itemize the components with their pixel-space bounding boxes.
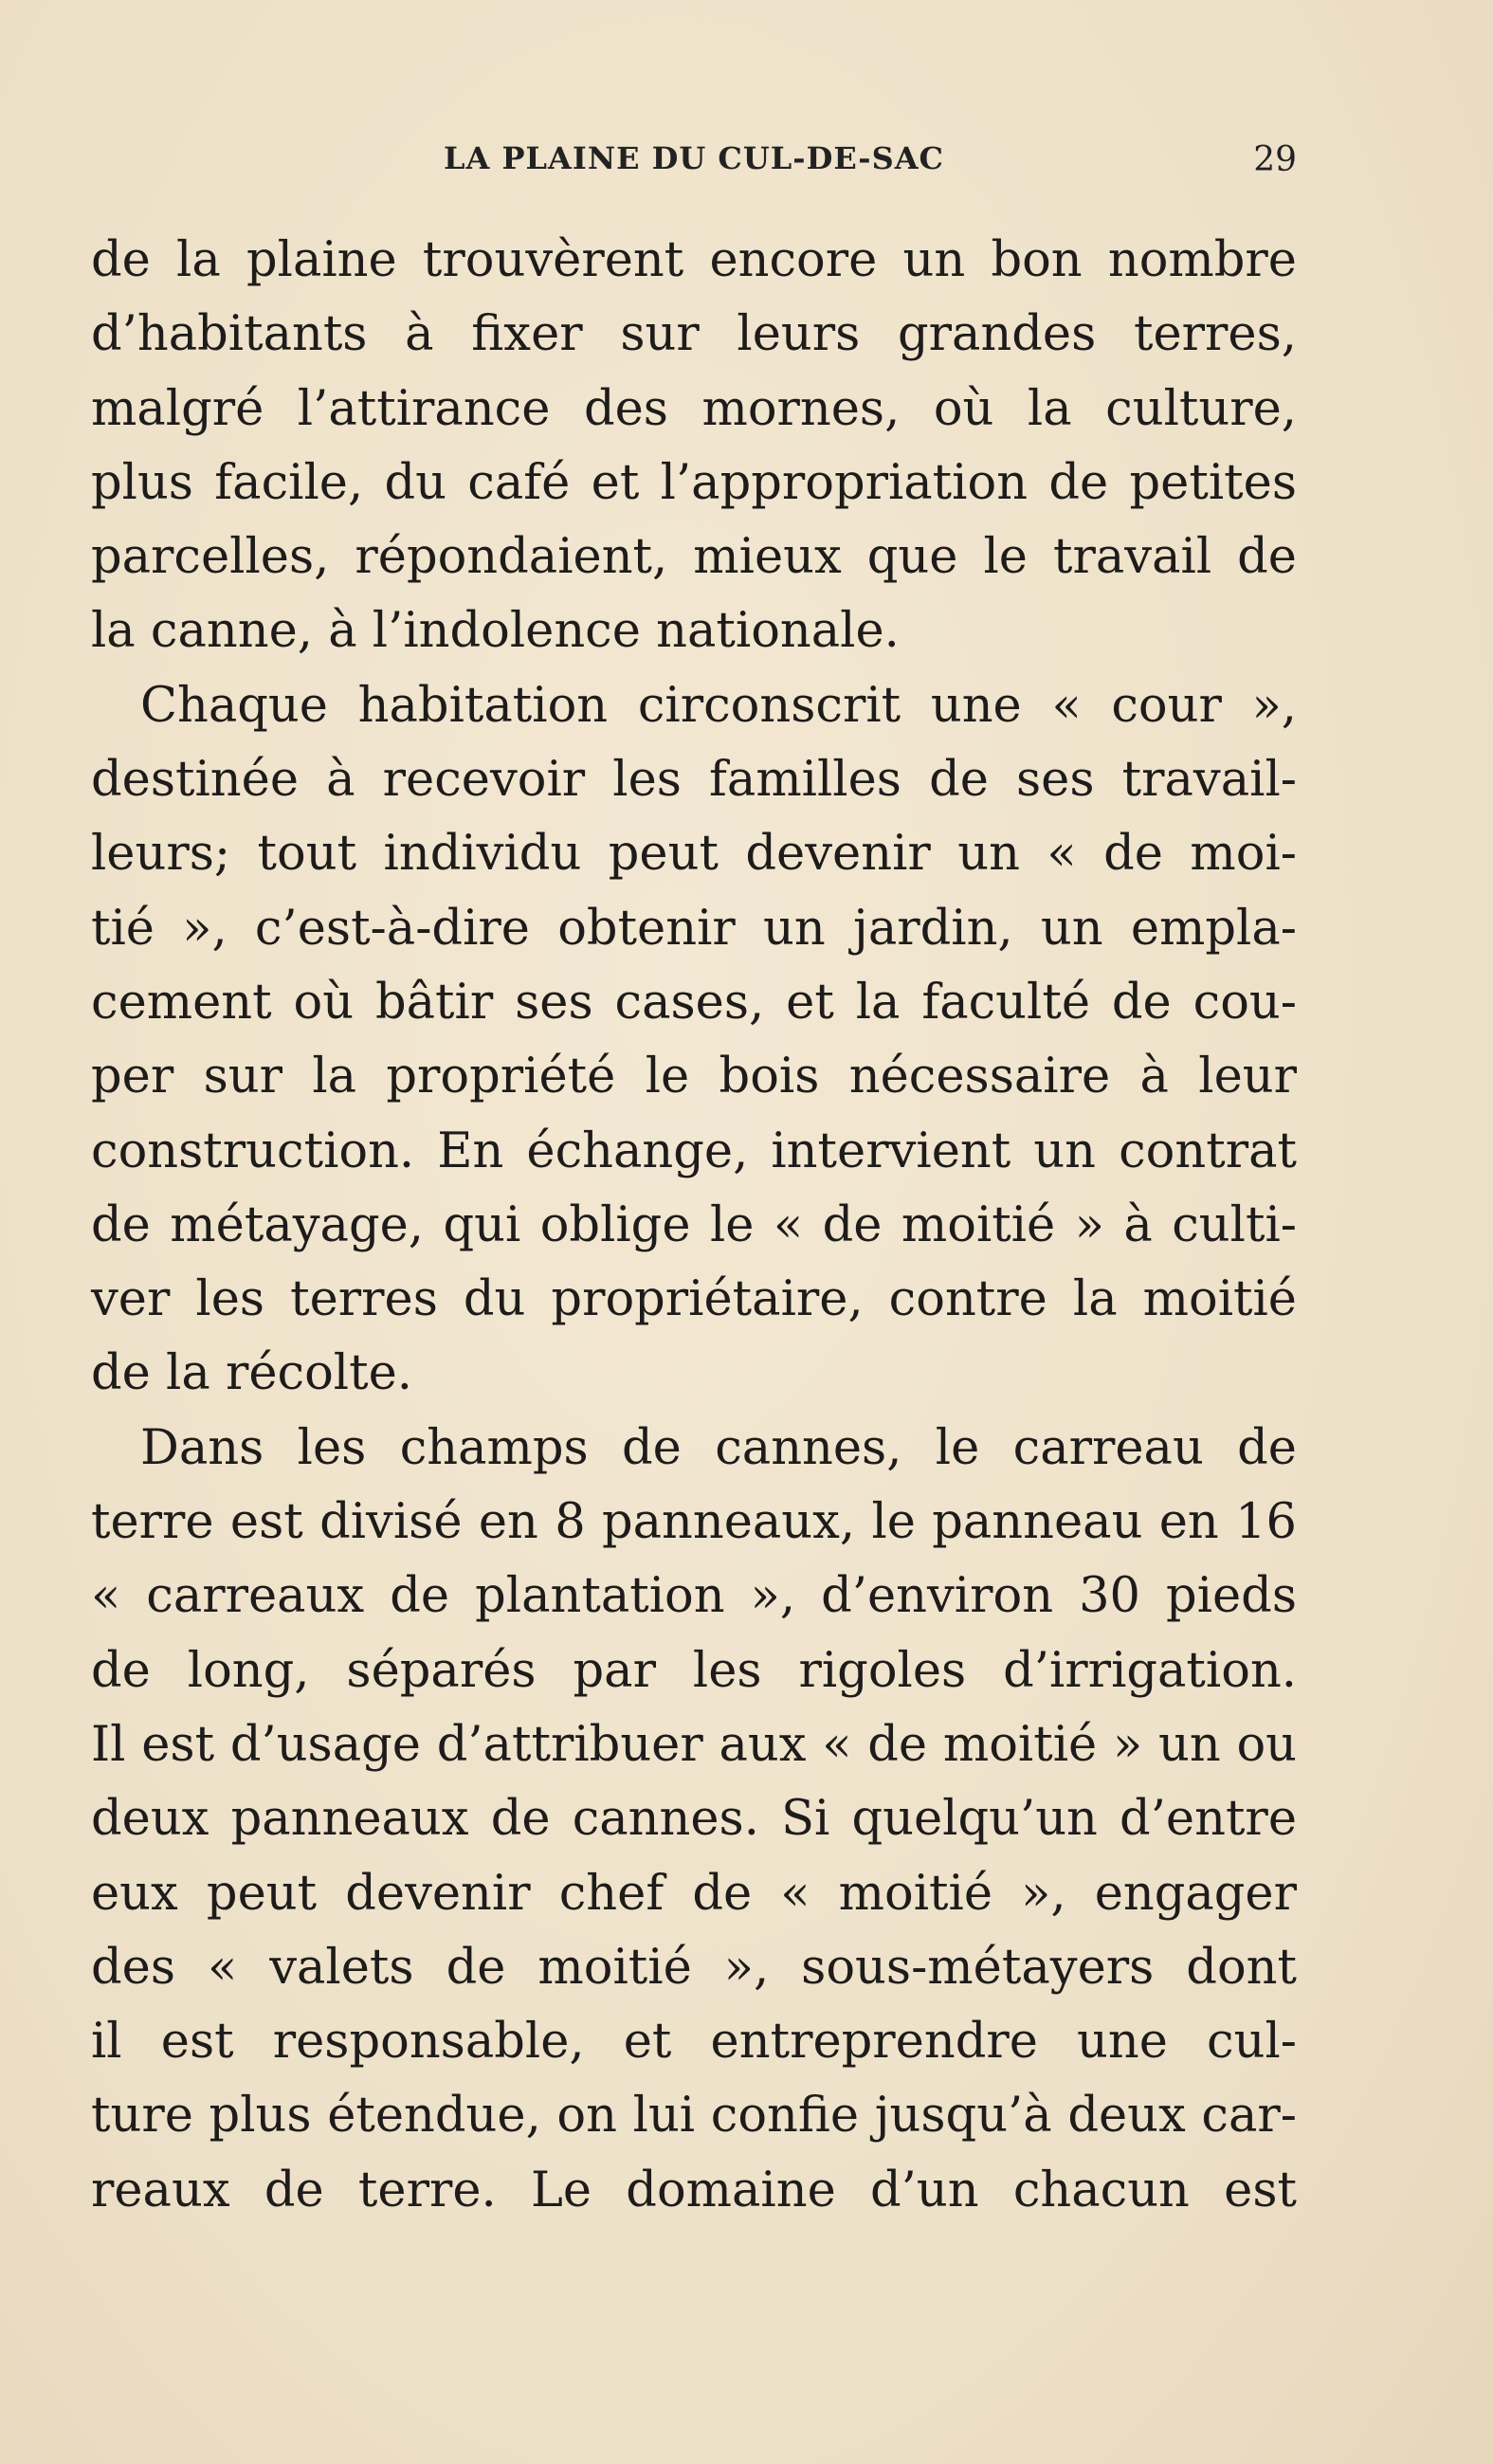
page-header: [91, 140, 1297, 188]
text-line: Chaque habitation circonscrit une « cour »,: [140, 677, 1297, 734]
text-line: destinée à recevoir les familles de ses travail-: [91, 752, 1297, 809]
text-line: de la plaine trouvèrent encore un bon nombre: [91, 232, 1297, 288]
text-line: eux peut devenir chef de « moitié », engager: [91, 1865, 1297, 1922]
text-line: ture plus étendue, on lui confie jusqu’à deux car-: [91, 2088, 1297, 2145]
text-line: « carreaux de plantation », d’environ 30 pieds: [91, 1568, 1297, 1625]
text-line: deux panneaux de cannes. Si quelqu’un d’entre: [91, 1791, 1297, 1848]
text-line: la canne, à l’indolence nationale.: [91, 603, 900, 660]
text-line: cement où bâtir ses cases, et la faculté de cou-: [91, 974, 1297, 1031]
text-line: construction. En échange, intervient un contrat: [91, 1122, 1297, 1179]
text-line: parcelles, répondaient, mieux que le travail de: [91, 529, 1297, 586]
text-line: plus facile, du café et l’appropriation de petites: [91, 454, 1297, 511]
text-line: il est responsable, et entreprendre une cul-: [91, 2014, 1297, 2071]
text-line: de la récolte.: [91, 1345, 412, 1402]
text-line: terre est divisé en 8 panneaux, le panneau en 16: [91, 1494, 1297, 1551]
text-line: de long, séparés par les rigoles d’irrigation.: [91, 1642, 1297, 1699]
text-line: reaux de terre. Le domaine d’un chacun est: [91, 2162, 1297, 2218]
text-line: Dans les champs de cannes, le carreau de: [140, 1419, 1297, 1476]
text-line: ver les terres du propriétaire, contre la moitié: [91, 1271, 1297, 1328]
text-line: malgré l’attirance des mornes, où la culture,: [91, 380, 1297, 437]
body-text: [91, 224, 1297, 2228]
running-title: LA PLAINE DU CUL-DE-SAC: [444, 140, 944, 176]
text-line: per sur la propriété le bois nécessaire à leur: [91, 1049, 1297, 1105]
page-number: 29: [1253, 140, 1297, 179]
text-line: des « valets de moitié », sous-métayers dont: [91, 1939, 1297, 1996]
text-line: de métayage, qui oblige le « de moitié » à culti-: [91, 1196, 1297, 1253]
text-line: leurs; tout individu peut devenir un « de moi-: [91, 826, 1297, 883]
text-line: d’habitants à fixer sur leurs grandes terres,: [91, 306, 1297, 363]
text-line: Il est d’usage d’attribuer aux « de moitié » un ou: [91, 1716, 1297, 1773]
text-line: tié », c’est-à-dire obtenir un jardin, un empla-: [91, 900, 1297, 957]
